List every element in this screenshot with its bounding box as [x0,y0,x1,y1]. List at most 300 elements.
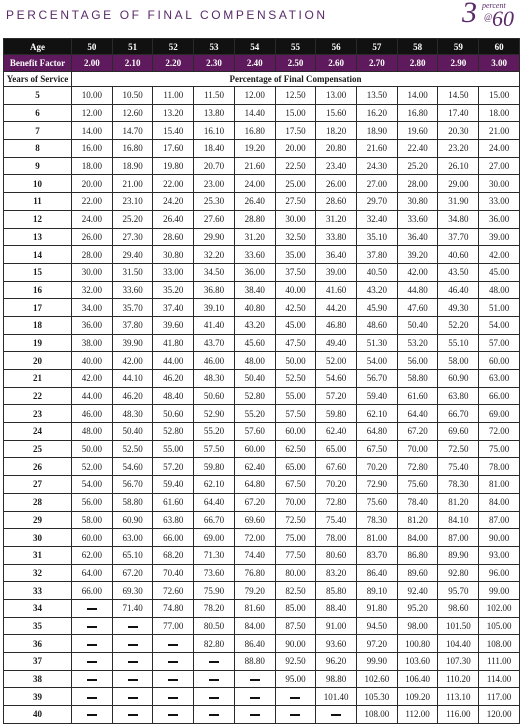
dash-mark [209,661,219,663]
percentage-cell: 87.00 [479,511,520,529]
percentage-cell: 81.20 [438,493,479,511]
percentage-cell: 44.00 [153,352,194,370]
percentage-cell: 24.00 [234,175,275,193]
not-applicable-cell [72,670,113,688]
percentage-cell: 33.60 [397,210,438,228]
percentage-cell: 14.40 [234,104,275,122]
percentage-cell: 57.50 [194,440,235,458]
percentage-cell: 102.00 [479,599,520,617]
percentage-cell: 72.80 [397,458,438,476]
dash-mark [168,714,178,716]
not-applicable-cell [234,706,275,724]
percentage-cell: 42.00 [397,263,438,281]
dash-mark [87,626,97,628]
percentage-cell: 53.20 [397,334,438,352]
percentage-cell: 113.10 [438,688,479,706]
table-row [4,440,520,458]
years-of-service-cell: 40 [4,706,72,724]
percentage-cell: 51.30 [357,334,398,352]
years-of-service-cell: 20 [4,352,72,370]
percentage-cell: 22.00 [153,175,194,193]
percentage-cell: 105.30 [357,688,398,706]
percentage-cell: 29.90 [194,228,235,246]
percentage-cell: 27.60 [194,210,235,228]
percentage-cell: 57.20 [153,458,194,476]
percentage-cell: 26.00 [316,175,357,193]
benefit-factor-cell: 2.50 [275,55,316,72]
age-label: Age [4,39,72,55]
percentage-cell: 50.60 [153,405,194,423]
percentage-cell: 48.00 [479,281,520,299]
percentage-cell: 52.20 [438,316,479,334]
percentage-cell: 66.70 [438,405,479,423]
years-of-service-cell: 37 [4,653,72,671]
percentage-cell: 30.00 [72,263,113,281]
percentage-cell: 52.00 [316,352,357,370]
percentage-cell: 31.20 [316,210,357,228]
percentage-cell: 111.00 [479,653,520,671]
percentage-cell: 116.00 [438,706,479,724]
age-header-cell: 51 [112,39,153,55]
percentage-cell: 63.80 [438,387,479,405]
percentage-cell: 75.00 [275,529,316,547]
percentage-cell: 29.00 [438,175,479,193]
percentage-cell: 87.50 [275,617,316,635]
years-of-service-row [4,72,520,87]
percentage-cell: 101.40 [316,688,357,706]
age-header-cell: 59 [438,39,479,55]
not-applicable-cell [316,706,357,724]
percentage-cell: 71.40 [112,599,153,617]
percentage-cell: 110.20 [438,670,479,688]
percentage-cell: 52.90 [194,405,235,423]
percentage-cell: 27.50 [275,193,316,211]
age-header-cell: 60 [479,39,520,55]
percentage-cell: 21.00 [112,175,153,193]
percentage-cell: 46.20 [153,370,194,388]
percentage-cell: 21.00 [479,122,520,140]
percentage-cell: 33.00 [479,193,520,211]
percentage-cell: 50.00 [72,440,113,458]
percentage-cell: 84.10 [438,511,479,529]
percentage-cell: 41.60 [316,281,357,299]
percentage-cell: 28.00 [397,175,438,193]
age-header-cell: 55 [275,39,316,55]
dash-mark [128,644,138,646]
percentage-cell: 63.00 [479,370,520,388]
not-applicable-cell [112,635,153,653]
percentage-cell: 22.40 [397,140,438,158]
percentage-cell: 66.00 [153,529,194,547]
percentage-cell: 42.00 [479,246,520,264]
percentage-cell: 41.40 [194,316,235,334]
percentage-cell: 32.40 [357,210,398,228]
percentage-cell: 27.00 [479,157,520,175]
percentage-cell: 86.40 [234,635,275,653]
dash-mark [209,697,219,699]
percentage-cell: 61.60 [397,387,438,405]
percentage-cell: 26.10 [438,157,479,175]
percentage-cell: 64.80 [357,423,398,441]
percentage-cell: 37.50 [275,263,316,281]
percentage-cell: 75.40 [316,511,357,529]
percentage-cell: 89.60 [397,564,438,582]
percentage-cell: 30.80 [153,246,194,264]
percentage-cell: 63.80 [153,511,194,529]
percentage-cell: 75.60 [357,493,398,511]
percentage-cell: 51.00 [479,299,520,317]
not-applicable-cell [194,670,235,688]
not-applicable-cell [72,635,113,653]
percentage-cell: 66.00 [479,387,520,405]
percentage-cell: 49.40 [316,334,357,352]
years-of-service-cell: 9 [4,157,72,175]
percentage-cell: 67.20 [112,564,153,582]
percentage-cell: 25.20 [112,210,153,228]
table-row [4,688,520,706]
percentage-cell: 60.00 [479,352,520,370]
benefit-factor-cell: 2.90 [438,55,479,72]
percentage-cell: 39.00 [479,228,520,246]
percentage-cell: 37.70 [438,228,479,246]
percentage-cell: 101.50 [438,617,479,635]
percentage-cell: 17.60 [153,140,194,158]
dash-mark [168,697,178,699]
percentage-cell: 24.00 [479,140,520,158]
three-at-sixty-logo [460,0,522,36]
percentage-cell: 97.20 [357,635,398,653]
percentage-cell: 32.50 [275,228,316,246]
percentage-cell: 28.60 [153,228,194,246]
percentage-cell: 26.00 [72,228,113,246]
percentage-cell: 106.40 [397,670,438,688]
percentage-cell: 95.70 [438,582,479,600]
percentage-cell: 22.00 [72,193,113,211]
percentage-cell: 67.20 [397,423,438,441]
years-of-service-cell: 29 [4,511,72,529]
percentage-cell: 120.00 [479,706,520,724]
years-of-service-cell: 25 [4,440,72,458]
percentage-cell: 69.60 [234,511,275,529]
percentage-cell: 80.60 [316,546,357,564]
percentage-cell: 84.00 [397,529,438,547]
table-row [4,210,520,228]
percentage-cell: 76.80 [234,564,275,582]
percentage-cell: 17.50 [275,122,316,140]
dash-mark [250,697,260,699]
page-title: PERCENTAGE OF FINAL COMPENSATION [6,8,328,22]
percentage-cell: 22.50 [275,157,316,175]
percentage-cell: 26.40 [234,193,275,211]
percentage-cell: 40.00 [275,281,316,299]
percentage-cell: 48.40 [153,387,194,405]
percentage-cell: 62.00 [72,546,113,564]
table-row [4,228,520,246]
percentage-cell: 77.00 [153,617,194,635]
years-of-service-cell: 16 [4,281,72,299]
dash-mark [87,644,97,646]
not-applicable-cell [72,688,113,706]
percentage-cell: 103.60 [397,653,438,671]
percentage-cell: 43.20 [234,316,275,334]
percentage-cell: 43.20 [357,281,398,299]
percentage-cell: 20.00 [72,175,113,193]
not-applicable-cell [275,688,316,706]
table-row [4,122,520,140]
benefit-factor-cell: 2.30 [194,55,235,72]
years-of-service-cell: 7 [4,122,72,140]
percentage-cell: 54.60 [316,370,357,388]
percentage-cell: 20.00 [275,140,316,158]
years-of-service-cell: 23 [4,405,72,423]
percentage-cell: 16.80 [112,140,153,158]
percentage-cell: 81.00 [479,476,520,494]
table-row [4,352,520,370]
years-of-service-cell: 39 [4,688,72,706]
years-of-service-cell: 27 [4,476,72,494]
percentage-cell: 56.00 [397,352,438,370]
table-row [4,140,520,158]
percentage-cell: 10.50 [112,87,153,105]
percentage-cell: 46.40 [438,281,479,299]
percentage-cell: 32.20 [194,246,235,264]
percentage-cell: 12.50 [275,87,316,105]
percentage-cell: 19.80 [153,157,194,175]
years-of-service-cell: 11 [4,193,72,211]
percentage-cell: 45.00 [275,316,316,334]
percentage-cell: 70.40 [153,564,194,582]
percentage-cell: 60.00 [275,423,316,441]
percentage-cell: 95.00 [275,670,316,688]
percentage-cell: 58.00 [72,511,113,529]
percentage-cell: 30.00 [479,175,520,193]
percentage-cell: 20.30 [438,122,479,140]
years-of-service-cell: 22 [4,387,72,405]
percentage-cell: 14.00 [72,122,113,140]
percentage-cell: 62.10 [194,476,235,494]
percentage-cell: 95.20 [397,599,438,617]
percentage-cell: 31.50 [112,263,153,281]
percentage-cell: 31.20 [234,228,275,246]
dash-mark [250,679,260,681]
percentage-cell: 56.00 [72,493,113,511]
percentage-cell: 10.00 [72,87,113,105]
percentage-cell: 62.50 [275,440,316,458]
table-row [4,175,520,193]
dash-mark [128,679,138,681]
not-applicable-cell [112,653,153,671]
percentage-cell: 72.90 [357,476,398,494]
percentage-cell: 28.80 [234,210,275,228]
table-row [4,316,520,334]
percentage-cell: 43.50 [438,263,479,281]
logo-number-right: 60 [492,6,514,31]
percentage-cell: 71.30 [194,546,235,564]
percentage-cell: 20.80 [316,140,357,158]
dash-mark [128,626,138,628]
dash-mark [87,608,97,610]
percentage-cell: 36.00 [234,263,275,281]
percentage-cell: 34.80 [438,210,479,228]
percentage-cell: 11.50 [194,87,235,105]
table-row [4,546,520,564]
years-of-service-cell: 36 [4,635,72,653]
percentage-cell: 78.00 [479,458,520,476]
percentage-cell: 64.40 [194,493,235,511]
percentage-cell: 40.50 [357,263,398,281]
not-applicable-cell [153,635,194,653]
percentage-cell: 48.00 [72,423,113,441]
percentage-cell: 55.00 [275,387,316,405]
percentage-cell: 78.20 [194,599,235,617]
percentage-cell: 19.20 [234,140,275,158]
benefit-factor-label: Benefit Factor [4,55,72,72]
percentage-cell: 12.60 [112,104,153,122]
percentage-cell: 29.70 [357,193,398,211]
percentage-cell: 74.80 [153,599,194,617]
percentage-cell: 65.00 [275,458,316,476]
percentage-cell: 39.10 [194,299,235,317]
page-header [0,0,526,38]
percentage-cell: 25.20 [397,157,438,175]
percentage-cell: 84.00 [234,617,275,635]
percentage-cell: 112.00 [397,706,438,724]
percentage-cell: 13.20 [153,104,194,122]
percentage-cell: 13.80 [194,104,235,122]
percentage-cell: 63.00 [112,529,153,547]
percentage-cell: 98.60 [438,599,479,617]
not-applicable-cell [234,688,275,706]
percentage-cell: 33.80 [316,228,357,246]
percentage-cell: 35.00 [275,246,316,264]
percentage-cell: 16.20 [357,104,398,122]
percentage-cell: 52.80 [153,423,194,441]
percentage-cell: 39.60 [153,316,194,334]
benefit-factor-cell: 2.80 [397,55,438,72]
not-applicable-cell [72,653,113,671]
dash-mark [209,679,219,681]
percentage-cell: 59.80 [316,405,357,423]
percentage-cell: 33.60 [112,281,153,299]
not-applicable-cell [112,670,153,688]
percentage-cell: 37.40 [153,299,194,317]
percentage-cell: 100.80 [397,635,438,653]
percentage-cell: 54.60 [112,458,153,476]
table-row [4,423,520,441]
years-of-service-cell: 31 [4,546,72,564]
percentage-cell: 62.40 [316,423,357,441]
years-of-service-cell: 30 [4,529,72,547]
percentage-cell: 36.40 [397,228,438,246]
percentage-cell: 57.20 [316,387,357,405]
table-row [4,157,520,175]
percentage-cell: 40.60 [438,246,479,264]
percentage-cell: 30.00 [275,210,316,228]
percentage-cell: 36.40 [316,246,357,264]
years-of-service-cell: 17 [4,299,72,317]
benefit-factor-cell: 2.40 [234,55,275,72]
percentage-cell: 42.50 [275,299,316,317]
percentage-cell: 43.70 [194,334,235,352]
percentage-cell: 91.80 [357,599,398,617]
percentage-cell: 83.20 [316,564,357,582]
percentage-cell: 117.00 [479,688,520,706]
percentage-cell: 14.70 [112,122,153,140]
not-applicable-cell [72,706,113,724]
percentage-cell: 98.80 [316,670,357,688]
percentage-cell: 37.80 [357,246,398,264]
percentage-cell: 67.20 [234,493,275,511]
percentage-cell: 88.80 [234,653,275,671]
percentage-cell: 67.60 [316,458,357,476]
years-of-service-cell: 33 [4,582,72,600]
percentage-cell: 21.60 [357,140,398,158]
percentage-cell: 92.50 [275,653,316,671]
table-row [4,617,520,635]
percentage-cell: 81.60 [234,599,275,617]
years-of-service-cell: 19 [4,334,72,352]
percentage-cell: 75.00 [479,440,520,458]
percentage-cell: 80.00 [275,564,316,582]
percentage-cell: 13.50 [357,87,398,105]
percentage-cell: 27.30 [112,228,153,246]
percentage-cell: 28.60 [316,193,357,211]
table-row [4,458,520,476]
percentage-cell: 90.00 [275,635,316,653]
logo-at-sign: @ [484,12,493,22]
not-applicable-cell [153,688,194,706]
table-row [4,104,520,122]
percentage-cell: 83.70 [357,546,398,564]
percentage-cell: 25.00 [275,175,316,193]
percentage-cell: 70.00 [275,493,316,511]
percentage-cell: 34.50 [194,263,235,281]
percentage-cell: 55.20 [194,423,235,441]
percentage-cell: 24.20 [153,193,194,211]
percentage-cell: 32.00 [72,281,113,299]
percentage-cell: 64.40 [397,405,438,423]
percentage-cell: 35.70 [112,299,153,317]
percentage-cell: 35.20 [153,281,194,299]
percentage-cell: 70.20 [316,476,357,494]
not-applicable-cell [194,688,235,706]
percentage-cell: 52.00 [72,458,113,476]
percentage-cell: 90.00 [479,529,520,547]
years-of-service-cell: 5 [4,87,72,105]
age-header-cell: 53 [194,39,235,55]
percentage-cell: 23.20 [438,140,479,158]
percentage-cell: 15.00 [275,104,316,122]
percentage-cell: 47.50 [275,334,316,352]
percentage-cell: 45.60 [234,334,275,352]
percentage-cell: 29.40 [112,246,153,264]
percentage-cell: 65.00 [316,440,357,458]
percentage-cell: 75.60 [397,476,438,494]
table-row [4,564,520,582]
percentage-cell: 36.80 [194,281,235,299]
percentage-cell: 92.40 [397,582,438,600]
percentage-cell: 46.20 [112,387,153,405]
percentage-cell: 55.00 [153,440,194,458]
benefit-factor-cell: 2.20 [153,55,194,72]
percentage-cell: 50.60 [194,387,235,405]
percentage-cell: 107.30 [438,653,479,671]
dash-mark [128,697,138,699]
dash-mark [128,661,138,663]
percentage-cell: 52.50 [112,440,153,458]
percentage-cell: 50.40 [397,316,438,334]
percentage-cell: 50.00 [275,352,316,370]
